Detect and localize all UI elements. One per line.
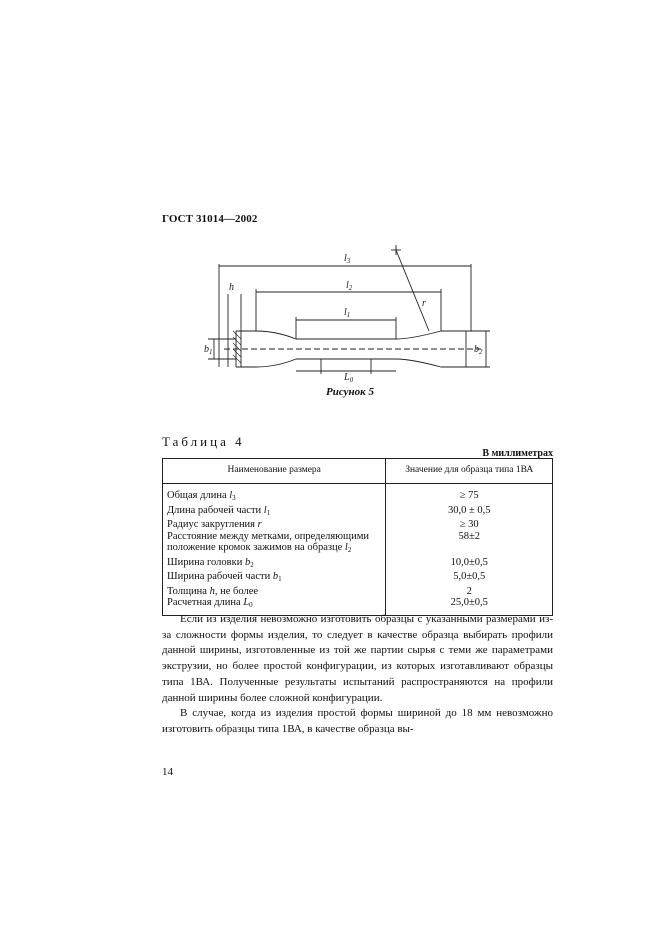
table-row <box>163 557 553 572</box>
table-units: В миллиметрах <box>482 448 553 459</box>
paragraph: В случае, когда из изделия простой формы шириной до 18 мм невозможно изготовить образцы типа 1ВА, в качестве образца вы- <box>162 707 553 735</box>
label-b2-sub: 2 <box>479 348 483 356</box>
figure-caption: Рисунок 5 <box>326 386 374 398</box>
dimension-value <box>386 542 553 557</box>
dimension-value: 58±2 <box>386 531 553 543</box>
svg-text:l2 <box>346 280 353 292</box>
dimension-value: ≥ 75 <box>386 484 553 505</box>
dimensions-table <box>162 458 553 616</box>
dimension-name: Толщина h, не более <box>163 586 386 598</box>
label-b1: b <box>204 344 209 355</box>
table-row <box>163 484 553 505</box>
label-L0: L <box>344 372 350 383</box>
table-row <box>163 531 553 543</box>
dimension-value: 2 <box>386 586 553 598</box>
table-row <box>163 519 553 531</box>
dimension-name: Расстояние между метками, определяющими <box>163 531 386 543</box>
label-l3-sub: 3 <box>346 257 351 265</box>
dimension-name: Длина рабочей части $l_1$ <box>163 505 386 520</box>
specimen-drawing <box>196 244 496 384</box>
table-row <box>163 505 553 520</box>
label-l2: l <box>346 280 349 291</box>
page-number: 14 <box>162 766 173 778</box>
dimension-name: Ширина рабочей части $b_1$ <box>163 571 386 586</box>
label-l2-sub: 2 <box>348 284 353 292</box>
svg-text:l1 <box>344 307 350 319</box>
label-l3: l <box>344 253 347 264</box>
label-h: h <box>229 282 234 293</box>
svg-text:L0 <box>343 372 354 384</box>
table-row <box>163 542 553 557</box>
label-r: r <box>422 298 426 309</box>
column-header-value: Значение для образца типа 1ВА <box>386 459 553 484</box>
table-row <box>163 586 553 598</box>
svg-text:b2 <box>474 344 483 356</box>
dimension-value: 5,0±0,5 <box>386 571 553 586</box>
specimen-outline-top <box>236 331 466 339</box>
label-L0-sub: 0 <box>349 376 354 384</box>
dimension-value: 25,0±0,5 <box>386 597 553 615</box>
dimension-name: Радиус закругления r <box>163 519 386 531</box>
table-header-row <box>163 459 553 484</box>
label-b1-sub: 1 <box>209 348 213 356</box>
dimension-name: Общая длина $l_3$ <box>163 484 386 505</box>
column-header-name: Наименование размера <box>163 459 386 484</box>
dimension-name: Расчетная длина $L_0$ <box>163 597 386 615</box>
dimension-value: 10,0±0,5 <box>386 557 553 572</box>
specimen-outline-bottom <box>236 359 466 367</box>
label-l1: l <box>344 307 347 318</box>
label-b2: b <box>474 344 479 355</box>
body-text <box>162 612 553 738</box>
dimension-value: ≥ 30 <box>386 519 553 531</box>
paragraph: Если из изделия невозможно изготовить образцы с указанными размерами из-за сложности формы изделия, то следует в качестве образца выбирать профили данной ширины, изготовленные из той же партии сырья с теми же параметрами экструзии, но более простой конфигурации, из которых изготавливают образцы типа 1ВА. Полученные результаты испытаний распространяются на профили данной ширины более сложной конфигурации. <box>162 613 553 704</box>
table-row <box>163 571 553 586</box>
table-title: Таблица 4 <box>162 434 245 449</box>
document-header: ГОСТ 31014—2002 <box>162 213 258 225</box>
dimension-name: Ширина головки $b_2$ <box>163 557 386 572</box>
dimension-value: 30,0 ± 0,5 <box>386 505 553 520</box>
label-l1-sub: 1 <box>346 311 351 319</box>
dimension-name: положение кромок зажимов на образце $l_2$ <box>163 542 386 557</box>
svg-text:b1 <box>204 344 213 356</box>
svg-text:l3 <box>344 253 351 265</box>
